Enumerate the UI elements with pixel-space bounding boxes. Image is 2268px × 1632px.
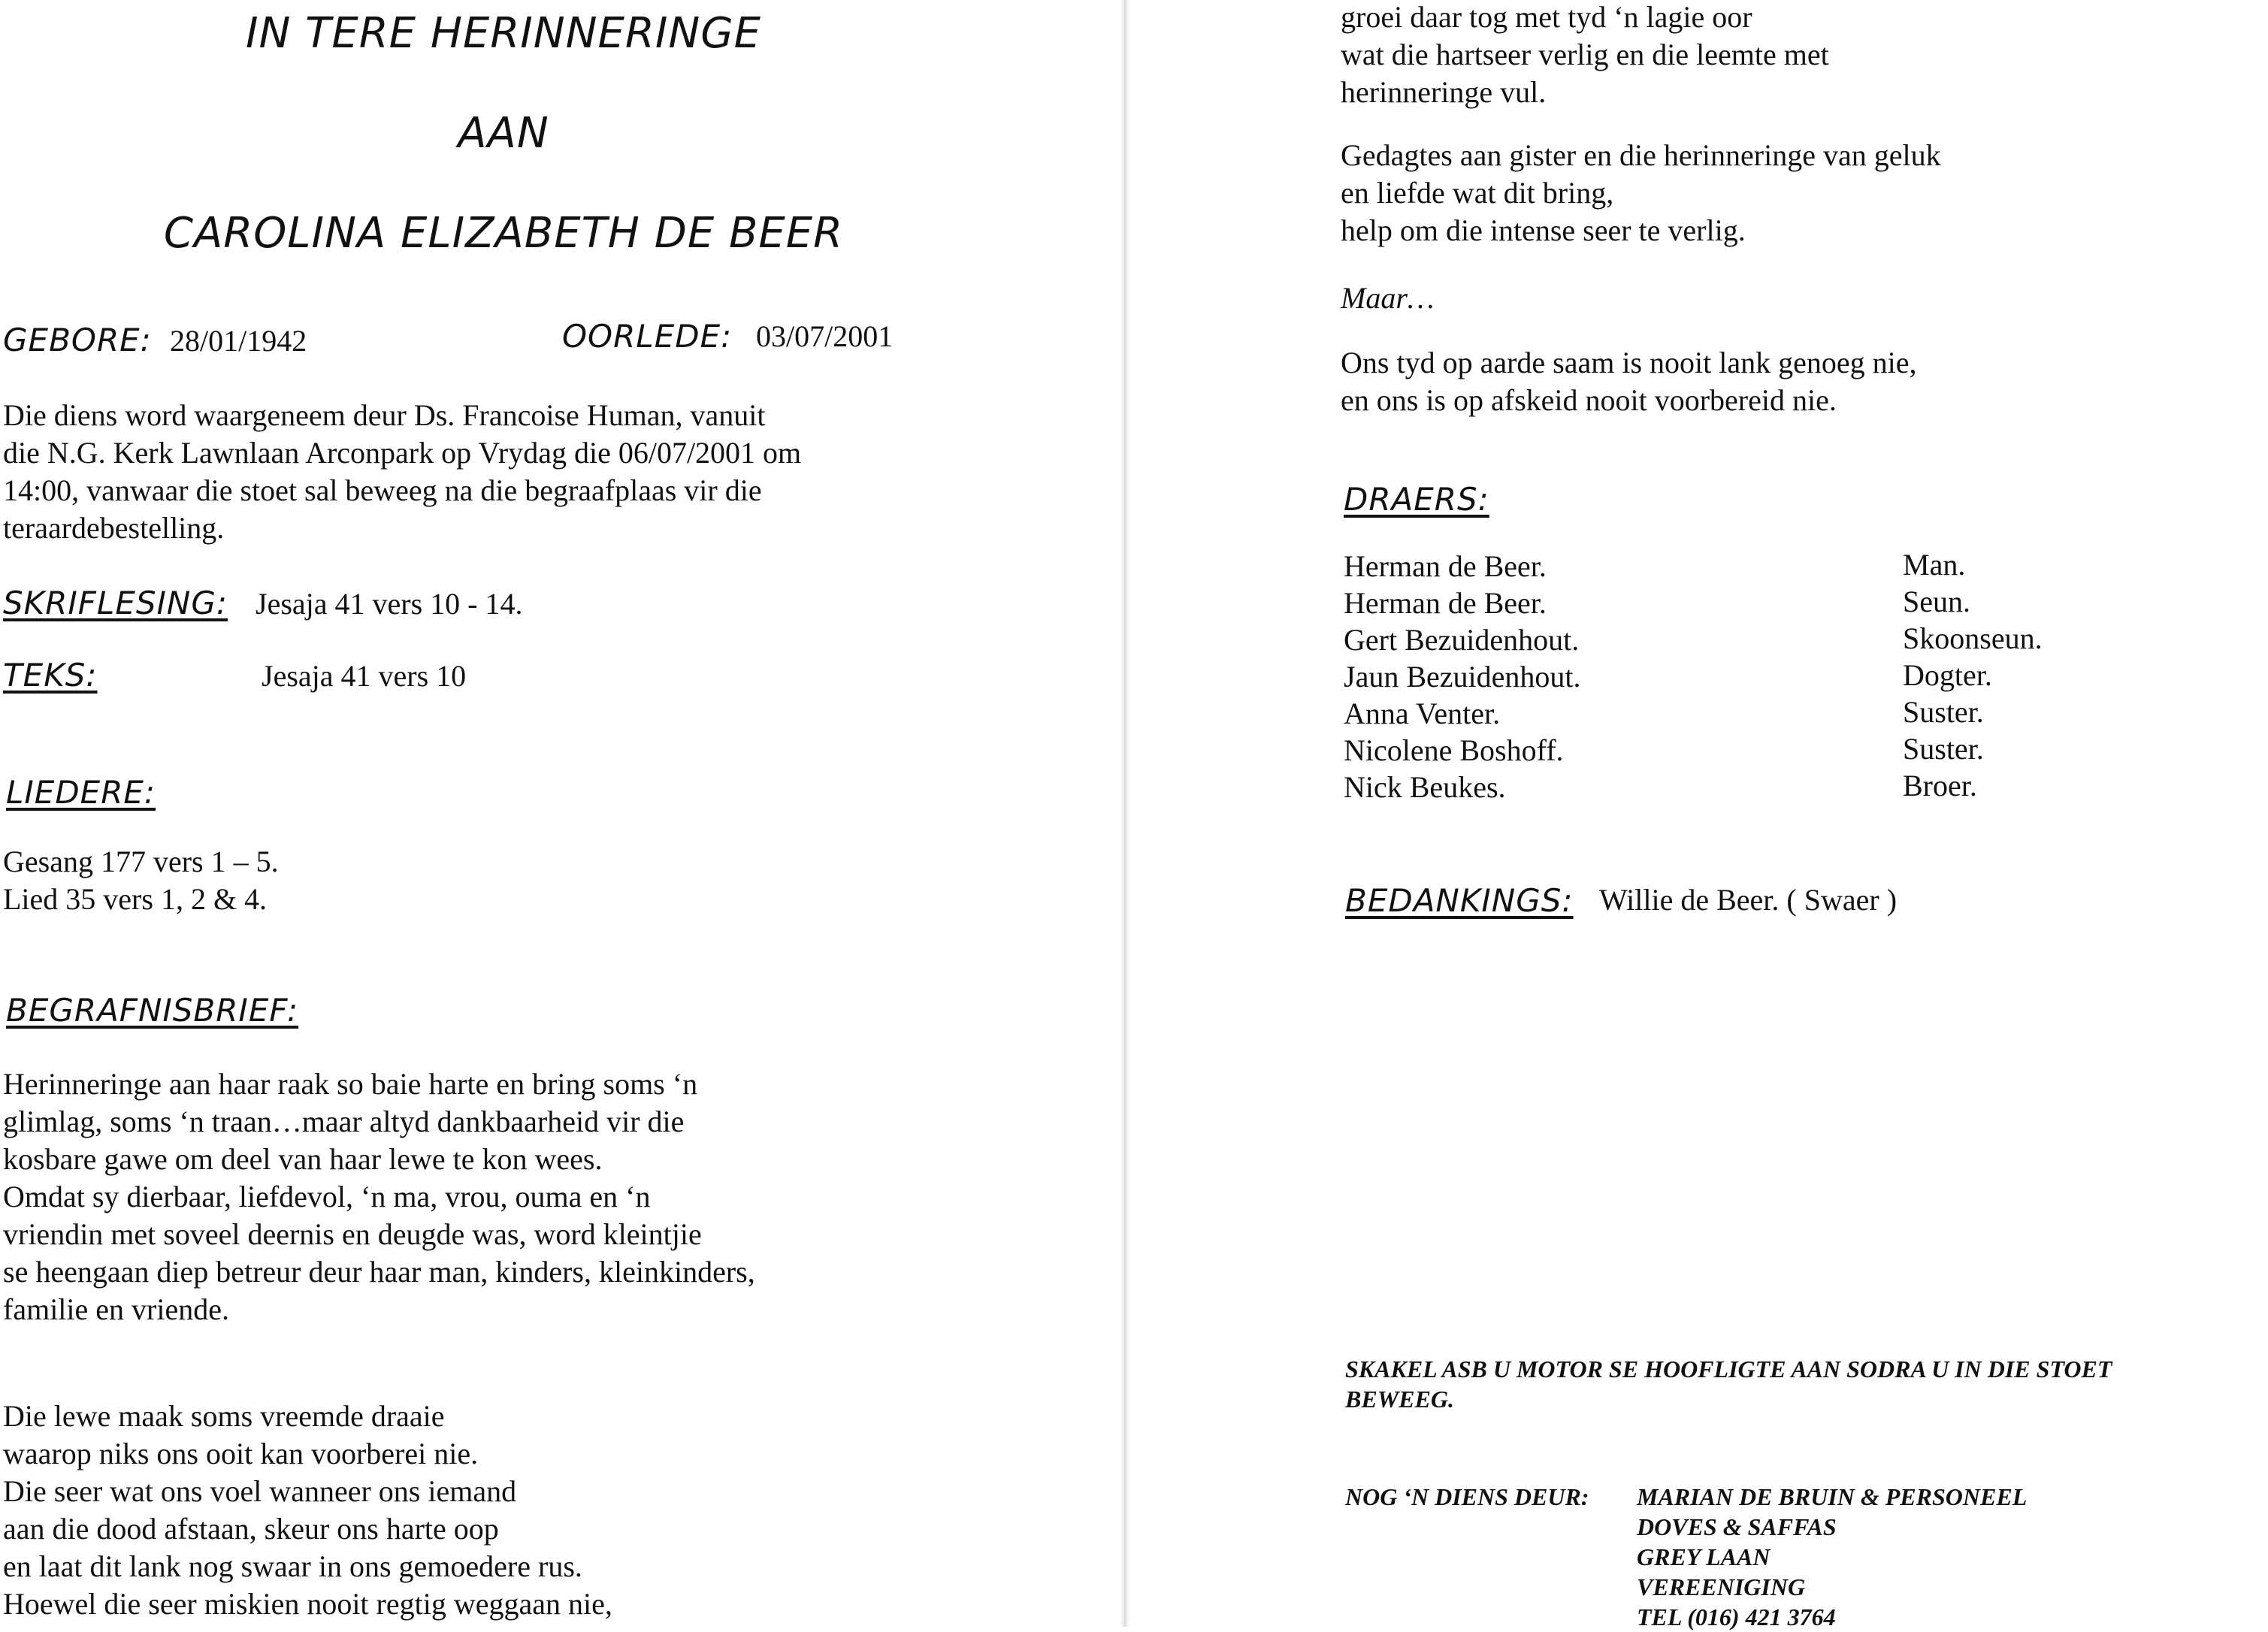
song-item: Lied 35 vers 1, 2 & 4. bbox=[3, 882, 268, 916]
born-label: GEBORE: bbox=[3, 322, 152, 358]
letter-line: Die lewe maak soms vreemde draaie bbox=[3, 1399, 445, 1433]
bearer-relation: Man. bbox=[1903, 548, 1966, 582]
letter-line: waarop niks ons ooit kan voorberei nie. bbox=[3, 1437, 479, 1470]
letter-paragraph-5 bbox=[1341, 344, 1916, 419]
memorial-heading: IN TERE HERINNERINGE bbox=[245, 9, 762, 58]
bearer-relation: Broer. bbox=[1903, 769, 1977, 802]
letter-label: BEGRAFNISBRIEF: bbox=[6, 992, 299, 1029]
scripture-reading-label: SKRIFLESING: bbox=[3, 585, 228, 621]
service-line: die N.G. Kerk Lawnlaan Arconpark op Vrydag die 06/07/2001 om bbox=[3, 436, 802, 470]
undertaker-line: DOVES & SAFFAS bbox=[1637, 1513, 1837, 1540]
bearer-name: Nick Beukes. bbox=[1344, 770, 1506, 804]
letter-maar: Maar… bbox=[1341, 281, 1435, 315]
letter-line: en ons is op afskeid nooit voorbereid nie. bbox=[1341, 383, 1837, 417]
bearer-relation: Dogter. bbox=[1903, 658, 1992, 692]
letter-paragraph-3 bbox=[1341, 0, 1829, 111]
letter-line: aan die dood afstaan, skeur ons harte oop bbox=[3, 1512, 499, 1546]
memorial-heading-aan: AAN bbox=[458, 109, 549, 158]
undertaker-line: MARIAN DE BRUIN & PERSONEEL bbox=[1637, 1483, 2028, 1510]
service-line: 14:00, vanwaar die stoet sal beweeg na die begraafplaas vir die bbox=[3, 473, 762, 507]
text-value: Jesaja 41 vers 10 bbox=[262, 659, 467, 693]
songs-label: LIEDERE: bbox=[6, 774, 156, 811]
bearer-name: Nicolene Boshoff. bbox=[1344, 733, 1564, 767]
songs-list bbox=[3, 843, 279, 918]
right-page bbox=[1120, 0, 2268, 1630]
bearer-relation: Seun. bbox=[1903, 585, 1970, 618]
undertaker-line: TEL (016) 421 3764 bbox=[1637, 1603, 1836, 1630]
letter-line: Gedagtes aan gister en die herinneringe van geluk bbox=[1341, 138, 1941, 172]
letter-paragraph-4 bbox=[1341, 137, 1941, 249]
left-page bbox=[0, 0, 1120, 1627]
thanks-value: Willie de Beer. ( Swaer ) bbox=[1599, 883, 1898, 917]
bearers-label: DRAERS: bbox=[1344, 481, 1489, 518]
letter-line: kosbare gawe om deel van haar lewe te kon wees. bbox=[3, 1142, 603, 1176]
letter-line: wat die hartseer verlig en die leemte met bbox=[1341, 38, 1829, 71]
letter-line: en laat dit lank nog swaar in ons gemoedere rus. bbox=[3, 1549, 582, 1583]
letter-line: Hoewel die seer miskien nooit regtig weggaan nie, bbox=[3, 1587, 612, 1621]
bearer-relation: Suster. bbox=[1903, 695, 1984, 729]
song-item: Gesang 177 vers 1 – 5. bbox=[3, 845, 279, 878]
undertaker-line: GREY LAAN bbox=[1637, 1543, 1771, 1570]
letter-line: familie en vriende. bbox=[3, 1292, 229, 1326]
bearer-name: Herman de Beer. bbox=[1344, 586, 1547, 620]
bearer-name: Herman de Beer. bbox=[1344, 549, 1547, 583]
letter-line: Die seer wat ons voel wanneer ons iemand bbox=[3, 1474, 517, 1508]
letter-line: help om die intense seer te verlig. bbox=[1341, 213, 1746, 247]
headlights-notice bbox=[1345, 1354, 2112, 1414]
service-line: teraardebestelling. bbox=[3, 511, 225, 545]
died-label: OORLEDE: bbox=[562, 318, 733, 355]
bearer-relation: Suster. bbox=[1903, 732, 1984, 766]
letter-line: Herinneringe aan haar raak so baie harte en bring soms ‘n bbox=[3, 1067, 698, 1101]
letter-line: glimlag, soms ‘n traan…maar altyd dankbaarheid vir die bbox=[3, 1105, 685, 1138]
thanks-label: BEDANKINGS: bbox=[1345, 882, 1574, 919]
born-date: 28/01/1942 bbox=[170, 324, 307, 358]
notice-line: SKAKEL ASB U MOTOR SE HOOFLIGTE AAN SODRA U IN DIE STOET bbox=[1345, 1355, 2112, 1383]
undertaker-label: NOG ‘N DIENS DEUR: bbox=[1345, 1483, 1589, 1510]
letter-line: herinneringe vul. bbox=[1341, 75, 1547, 109]
letter-line: vriendin met soveel deernis en deugde was, word kleintjie bbox=[3, 1217, 702, 1251]
letter-line: groei daar tog met tyd ‘n lagie oor bbox=[1341, 0, 1752, 34]
letter-paragraph-1 bbox=[3, 1065, 755, 1328]
deceased-name: CAROLINA ELIZABETH DE BEER bbox=[163, 209, 844, 258]
undertaker-details bbox=[1637, 1482, 2027, 1632]
bearer-relation: Skoonseun. bbox=[1903, 621, 2043, 655]
letter-line: Ons tyd op aarde saam is nooit lank genoeg nie, bbox=[1341, 346, 1917, 379]
service-line: Die diens word waargeneem deur Ds. Francoise Human, vanuit bbox=[3, 398, 766, 432]
letter-paragraph-2 bbox=[3, 1398, 612, 1623]
letter-line: Omdat sy dierbaar, liefdevol, ‘n ma, vrou, ouma en ‘n bbox=[3, 1180, 651, 1213]
bearer-name: Gert Bezuidenhout. bbox=[1344, 623, 1580, 657]
letter-line: en liefde wat dit bring, bbox=[1341, 176, 1614, 210]
died-date: 03/07/2001 bbox=[756, 319, 894, 353]
letter-line: se heengaan diep betreur deur haar man, kinders, kleinkinders, bbox=[3, 1255, 755, 1289]
bearer-name: Jaun Bezuidenhout. bbox=[1344, 660, 1581, 694]
text-label: TEKS: bbox=[3, 657, 98, 694]
bearer-name: Anna Venter. bbox=[1344, 697, 1501, 730]
undertaker-line: VEREENIGING bbox=[1637, 1573, 1806, 1600]
scripture-reading-value: Jesaja 41 vers 10 - 14. bbox=[256, 587, 523, 621]
notice-line: BEWEEG. bbox=[1345, 1386, 1454, 1413]
service-details bbox=[3, 397, 801, 547]
